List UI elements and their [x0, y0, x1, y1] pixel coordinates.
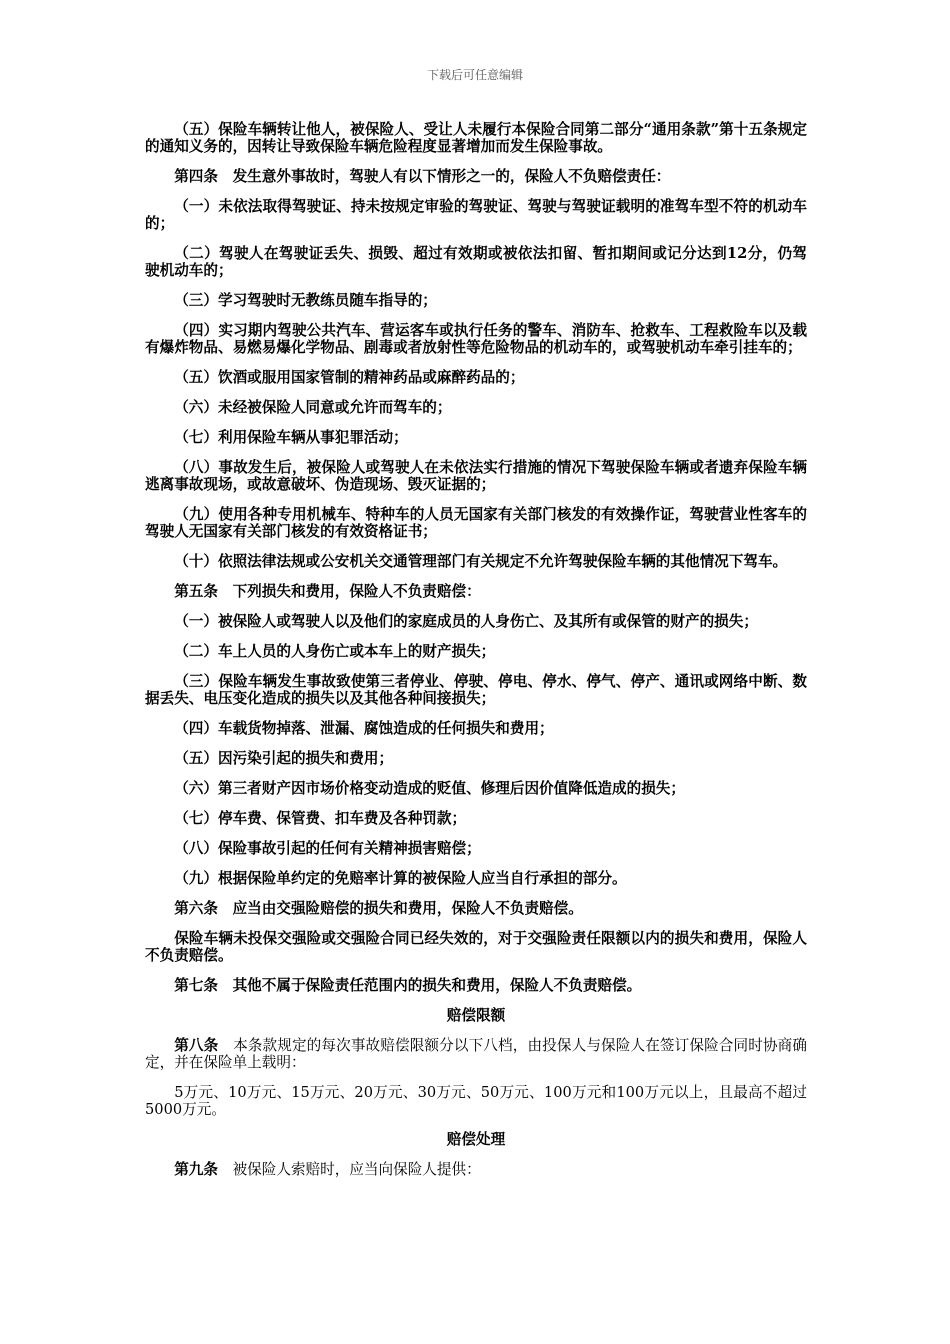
paragraph-text: （七）停车费、保管费、扣车费及各种罚款； [174, 810, 467, 827]
paragraph [145, 168, 807, 185]
paragraph-text: 第五条 下列损失和费用，保险人不负责赔偿： [174, 583, 481, 600]
paragraph [145, 553, 807, 570]
paragraph-text: 本条款规定的每次事故赔偿限额分以下八档，由投保人与保险人在签订保险合同时协商确定，并在保险单上载明： [145, 1037, 807, 1071]
article-number: 第九条 [174, 1161, 218, 1178]
paragraph [145, 369, 807, 386]
section-heading: 赔偿限额 [446, 1007, 506, 1024]
page-header: 下载后可任意编辑 [426, 68, 523, 82]
paragraph-text: 第四条 发生意外事故时，驾驶人有以下情形之一的，保险人不负赔偿责任： [174, 168, 671, 185]
paragraph [145, 900, 807, 917]
paragraph [145, 810, 807, 827]
paragraph-text: （三）学习驾驶时无教练员随车指导的； [174, 292, 437, 309]
paragraph-text: （二）驾驶人在驾驶证丢失、损毁、超过有效期或被依法扣留、暂扣期间或记分达到12分，仍驾驶机动车的； [145, 245, 807, 279]
paragraph-text: （八）事故发生后，被保险人或驾驶人在未依法实行措施的情况下驾驶保险车辆或者遗弃保险车辆逃离事故现场，或故意破坏、伪造现场、毁灭证据的； [145, 459, 807, 493]
paragraph [145, 840, 807, 857]
paragraph [145, 121, 807, 155]
paragraph-text: （六）未经被保险人同意或允许而驾车的； [174, 399, 452, 416]
paragraph-text: （九）根据保险单约定的免赔率计算的被保险人应当自行承担的部分。 [174, 870, 627, 887]
paragraph [145, 1037, 807, 1071]
paragraph [145, 459, 807, 493]
paragraph-text: （四）实习期内驾驶公共汽车、营运客车或执行任务的警车、消防车、抢救车、工程救险车以及载有爆炸物品、易燃易爆化学物品、剧毒或者放射性等危险物品的机动车的，或驾驶机动车牵引挂车的； [145, 322, 807, 356]
paragraph-text: 第六条 应当由交强险赔偿的损失和费用，保险人不负责赔偿。 [174, 900, 583, 917]
paragraph [145, 429, 807, 446]
paragraph-text: （十）依照法律法规或公安机关交通管理部门有关规定不允许驾驶保险车辆的其他情况下驾车。 [174, 553, 788, 570]
paragraph-text: （九）使用各种专用机械车、特种车的人员无国家有关部门核发的有效操作证，驾驶营业性客车的驾驶人无国家有关部门核发的有效资格证书； [145, 506, 807, 540]
paragraph [145, 870, 807, 887]
paragraph-text: （六）第三者财产因市场价格变动造成的贬值、修理后因价值降低造成的损失； [174, 780, 685, 797]
paragraph [145, 245, 807, 279]
paragraph-text: （一）被保险人或驾驶人以及他们的家庭成员的人身伤亡、及其所有或保管的财产的损失； [174, 613, 758, 630]
paragraph-text: 5万元、10万元、15万元、20万元、30万元、50万元、100万元和100万元以上，且最高不超过5000万元。 [145, 1084, 807, 1118]
section-heading: 赔偿处理 [446, 1131, 506, 1148]
paragraph-text: （二）车上人员的人身伤亡或本车上的财产损失； [174, 643, 496, 660]
paragraph [145, 399, 807, 416]
paragraph [145, 930, 807, 964]
article-number: 第八条 [174, 1037, 219, 1054]
paragraph-text: （八）保险事故引起的任何有关精神损害赔偿； [174, 840, 481, 857]
paragraph-text: （五）保险车辆转让他人，被保险人、受让人未履行本保险合同第二部分“通用条款”第十五条规定的通知义务的，因转让导致保险车辆危险程度显著增加而发生保险事故。 [145, 121, 807, 155]
paragraph [145, 198, 807, 232]
paragraph-text: （五）饮酒或服用国家管制的精神药品或麻醉药品的； [174, 369, 525, 386]
paragraph [145, 583, 807, 600]
paragraph [145, 1161, 807, 1178]
paragraph [145, 780, 807, 797]
paragraph [145, 322, 807, 356]
paragraph [145, 506, 807, 540]
paragraph [145, 720, 807, 737]
paragraph-text: （三）保险车辆发生事故致使第三者停业、停驶、停电、停水、停气、停产、通讯或网络中断、数据丢失、电压变化造成的损失以及其他各种间接损失； [145, 673, 807, 707]
paragraph [145, 613, 807, 630]
paragraph [145, 750, 807, 767]
paragraph [145, 643, 807, 660]
document-body [145, 121, 807, 1191]
paragraph-text: 保险车辆未投保交强险或交强险合同已经失效的，对于交强险责任限额以内的损失和费用，保险人不负责赔偿。 [145, 930, 807, 964]
paragraph-text: （五）因污染引起的损失和费用； [174, 750, 394, 767]
paragraph [145, 673, 807, 707]
paragraph [145, 1084, 807, 1118]
paragraph-text: （七）利用保险车辆从事犯罪活动； [174, 429, 408, 446]
paragraph-text: （四）车载货物掉落、泄漏、腐蚀造成的任何损失和费用； [174, 720, 554, 737]
paragraph-text: （一）未依法取得驾驶证、持未按规定审验的驾驶证、驾驶与驾驶证载明的准驾车型不符的机动车的； [145, 198, 807, 232]
paragraph-text: 被保险人索赔时，应当向保险人提供： [217, 1161, 481, 1178]
paragraph [145, 977, 807, 994]
paragraph-text: 第七条 其他不属于保险责任范围内的损失和费用，保险人不负责赔偿。 [174, 977, 642, 994]
paragraph [145, 292, 807, 309]
